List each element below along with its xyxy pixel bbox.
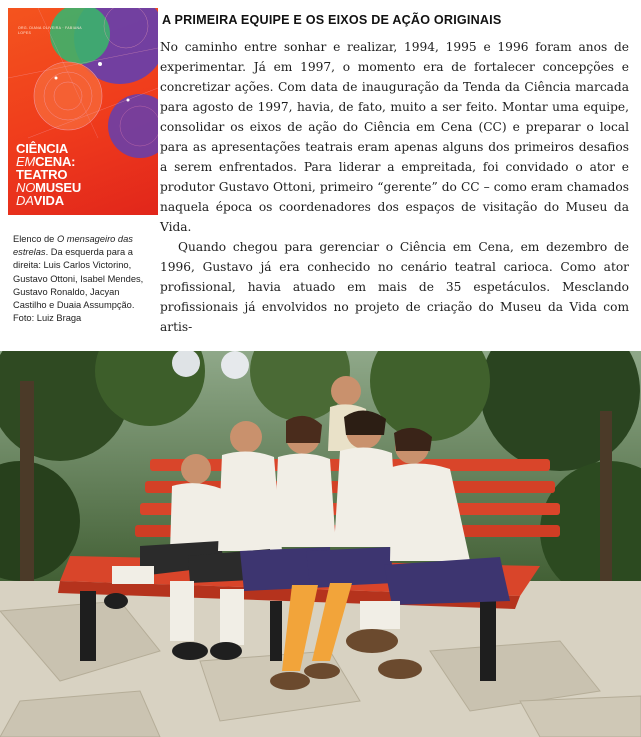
caption-credit: Foto: Luiz Braga [13,313,82,324]
cover-title-em: EM [16,154,36,169]
cast-photograph [0,351,641,737]
caption-text: . Da esquerda para a direita: Luis Carlos Victorino, Gustavo Ottoni, Isabel Mendes, Gustavo Ronaldo, Jacyan Castilho e Duaia Assumpção. [13,247,144,311]
cover-title-da: DA [16,193,34,208]
cover-title-line2: CENA: [35,154,76,169]
paragraph-2: Quando chegou para gerenciar o Ciência em Cena, em dezembro de 1996, Gustavo já era conhecido no cenário teatral carioca. Como ator profissional, havia atuado em mais de 35 espetáculos. Mesclando profissionais já envolvidos no projeto de criação do Museu da Vida com artis- [160,240,629,334]
caption-play-title: O mensageiro das estrelas [13,234,133,258]
section-heading: A PRIMEIRA EQUIPE E OS EIXOS DE AÇÃO ORIGINAIS [162,13,502,27]
cover-title-line4: MUSEU [35,180,82,195]
article-body [160,37,629,337]
photo-caption [13,233,153,325]
cover-title-line3: TEATRO [16,167,68,182]
cover-title-line5: VIDA [33,193,64,208]
book-cover-image [8,8,158,215]
cover-title [16,142,136,207]
caption-prefix: Elenco de [13,234,57,244]
cover-title-line1: CIÊNCIA [16,141,69,156]
paragraph-1: No caminho entre sonhar e realizar, 1994, 1995 e 1996 foram anos de experimentar. Já em 1997, o momento era de fortalecer concepções e concretizar ações. Com data de inauguração da Tenda da Ciência marcada para agosto de 1997, havia, de fato, muito a ser feito. Montar uma equipe, consolidar os eixos de ação do Ciência em Cena (CC) e preparar o local para as apresentações teatrais eram apenas alguns dos primeiros desafios a serem enfrentados. Para liderar a empreitada, foi convidado o ator e produtor Gustavo Ottoni, primeiro “gerente” do CC – como eram chamados naquela época os coordenadores dos espaços de visitação do Museu da Vida. [160,40,629,234]
cover-title-no: NO [16,180,36,195]
cover-authors: ORG. DIANA OLIVEIRA · FABIANA LOPES [18,26,82,35]
cast-photo-illustration [0,351,641,737]
